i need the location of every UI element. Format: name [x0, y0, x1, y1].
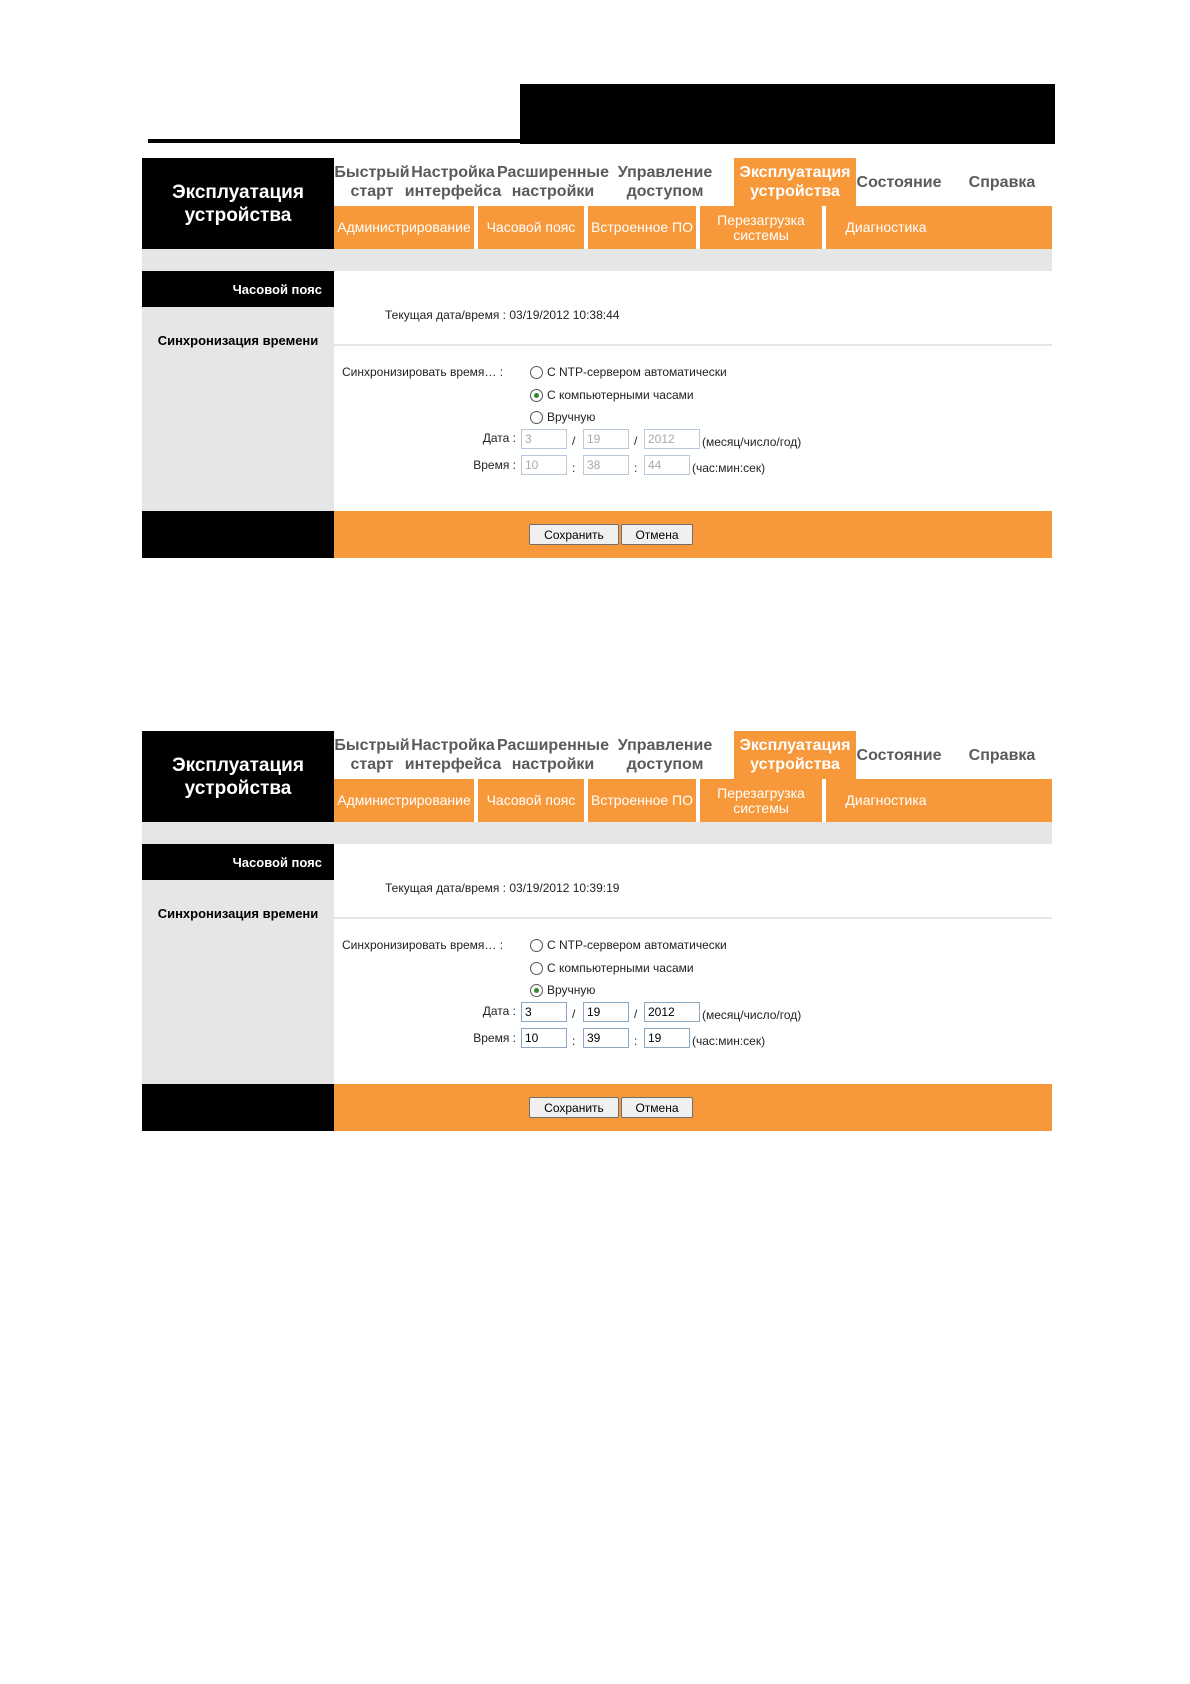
nav-access-management[interactable]: Управление доступом	[617, 164, 713, 200]
radio-pc-clock[interactable]	[530, 961, 694, 975]
subnav-reboot-label: Перезагрузка системы	[717, 211, 805, 243]
nav-status[interactable]: Состояние	[856, 173, 942, 191]
time-separator: :	[634, 461, 638, 475]
header-underline	[148, 139, 520, 143]
subnav-time-zone[interactable]: Часовой пояс	[486, 792, 576, 808]
time-unit: (час:мин:сек)	[692, 461, 766, 475]
day-input[interactable]	[583, 1002, 629, 1022]
current-datetime-value: 03/19/2012 10:38:44	[509, 308, 620, 322]
settings-panel	[142, 731, 1052, 1131]
subnav-reboot[interactable]	[700, 206, 822, 249]
settings-panel	[142, 158, 1052, 558]
date-unit: (месяц/число/год)	[702, 1008, 802, 1022]
current-datetime-label: Текущая дата/время :	[385, 308, 510, 322]
cancel-button[interactable]: Отмена	[621, 1097, 693, 1118]
current-datetime-label: Текущая дата/время :	[385, 881, 510, 895]
current-datetime	[385, 308, 619, 322]
section-tab-time-zone: Часовой пояс	[142, 844, 334, 880]
time-separator: :	[572, 1034, 576, 1048]
header-bar	[520, 84, 1055, 144]
nav-interface-setup[interactable]: Настройка интерфейса	[404, 737, 502, 773]
nav-advanced-setup[interactable]: Расширенные настройки	[497, 737, 609, 773]
save-button[interactable]: Сохранить	[529, 1097, 619, 1118]
date-separator: /	[572, 1007, 576, 1021]
year-input[interactable]	[644, 1002, 700, 1022]
current-datetime-value: 03/19/2012 10:39:19	[509, 881, 620, 895]
month-input[interactable]	[521, 1002, 567, 1022]
divider	[334, 917, 1052, 919]
time-separator: :	[634, 1034, 638, 1048]
save-button[interactable]: Сохранить	[529, 524, 619, 545]
radio-pc-clock-label: С компьютерными часами	[547, 961, 694, 975]
section-title: Эксплуатация устройства	[142, 731, 334, 822]
minute-input[interactable]	[583, 455, 629, 475]
day-input[interactable]	[583, 429, 629, 449]
radio-ntp-label: C NTP-сервером автоматически	[547, 938, 727, 952]
footer-left	[142, 1084, 334, 1131]
nav-maintenance[interactable]: Эксплуатация устройства	[734, 158, 856, 206]
nav-advanced-setup[interactable]: Расширенные настройки	[497, 164, 609, 200]
date-separator: /	[634, 434, 638, 448]
section-label-time-sync: Синхронизация времени	[157, 333, 319, 348]
radio-button[interactable]	[530, 984, 543, 997]
date-label: Дата :	[482, 431, 516, 445]
content-area	[334, 271, 1052, 511]
time-separator: :	[572, 461, 576, 475]
date-unit: (месяц/число/год)	[702, 435, 802, 449]
section-tab-time-zone: Часовой пояс	[142, 271, 334, 307]
subnav-firmware[interactable]: Встроенное ПО	[591, 792, 693, 808]
month-input[interactable]	[521, 429, 567, 449]
subnav-firmware[interactable]: Встроенное ПО	[591, 219, 693, 235]
year-input[interactable]	[644, 429, 700, 449]
nav-help[interactable]: Справка	[968, 173, 1036, 191]
time-label: Время :	[473, 1031, 516, 1045]
nav-access-management[interactable]: Управление доступом	[617, 737, 713, 773]
content-area	[334, 844, 1052, 1084]
subnav-reboot-label: Перезагрузка системы	[717, 784, 805, 816]
date-separator: /	[572, 434, 576, 448]
main-nav	[334, 731, 1052, 779]
radio-ntp-label: C NTP-сервером автоматически	[547, 365, 727, 379]
radio-button[interactable]	[530, 366, 543, 379]
divider	[334, 344, 1052, 346]
radio-button[interactable]	[530, 939, 543, 952]
hour-input[interactable]	[521, 1028, 567, 1048]
spacer-band	[142, 249, 1052, 271]
sub-nav	[334, 779, 1052, 822]
radio-manual-label: Вручную	[547, 983, 596, 997]
radio-button[interactable]	[530, 962, 543, 975]
footer-bar	[334, 511, 1052, 558]
subnav-time-zone[interactable]: Часовой пояс	[486, 219, 576, 235]
date-label: Дата :	[482, 1004, 516, 1018]
subnav-administration[interactable]: Администрирование	[337, 792, 471, 808]
radio-ntp[interactable]	[530, 938, 727, 952]
radio-button[interactable]	[530, 389, 543, 402]
section-title: Эксплуатация устройства	[142, 158, 334, 249]
section-label-time-sync: Синхронизация времени	[157, 906, 319, 921]
time-unit: (час:мин:сек)	[692, 1034, 766, 1048]
radio-manual[interactable]	[530, 410, 595, 424]
radio-manual-label: Вручную	[547, 410, 596, 424]
radio-manual[interactable]	[530, 983, 595, 997]
radio-ntp[interactable]	[530, 365, 727, 379]
spacer-band	[142, 822, 1052, 844]
main-nav	[334, 158, 1052, 206]
hour-input[interactable]	[521, 455, 567, 475]
nav-quick-start[interactable]: Быстрый старт	[334, 164, 410, 200]
cancel-button[interactable]: Отмена	[621, 524, 693, 545]
radio-pc-clock-label: С компьютерными часами	[547, 388, 694, 402]
current-datetime	[385, 881, 619, 895]
date-separator: /	[634, 1007, 638, 1021]
left-column	[142, 844, 334, 1084]
nav-status[interactable]: Состояние	[856, 746, 942, 764]
sync-label: Синхронизировать время… :	[342, 365, 504, 379]
minute-input[interactable]	[583, 1028, 629, 1048]
nav-help[interactable]: Справка	[968, 746, 1036, 764]
radio-button[interactable]	[530, 411, 543, 424]
footer-bar	[334, 1084, 1052, 1131]
nav-interface-setup[interactable]: Настройка интерфейса	[404, 164, 502, 200]
radio-pc-clock[interactable]	[530, 388, 694, 402]
time-label: Время :	[473, 458, 516, 472]
subnav-administration[interactable]: Администрирование	[337, 219, 471, 235]
second-input[interactable]	[644, 1028, 690, 1048]
sub-nav	[334, 206, 1052, 249]
left-column	[142, 271, 334, 511]
subnav-diagnostics[interactable]: Диагностика	[845, 792, 927, 808]
sync-label: Синхронизировать время… :	[342, 938, 504, 952]
nav-quick-start[interactable]: Быстрый старт	[334, 737, 410, 773]
second-input[interactable]	[644, 455, 690, 475]
footer-left	[142, 511, 334, 558]
subnav-diagnostics[interactable]: Диагностика	[845, 219, 927, 235]
subnav-reboot[interactable]	[700, 779, 822, 822]
nav-maintenance[interactable]: Эксплуатация устройства	[734, 731, 856, 779]
